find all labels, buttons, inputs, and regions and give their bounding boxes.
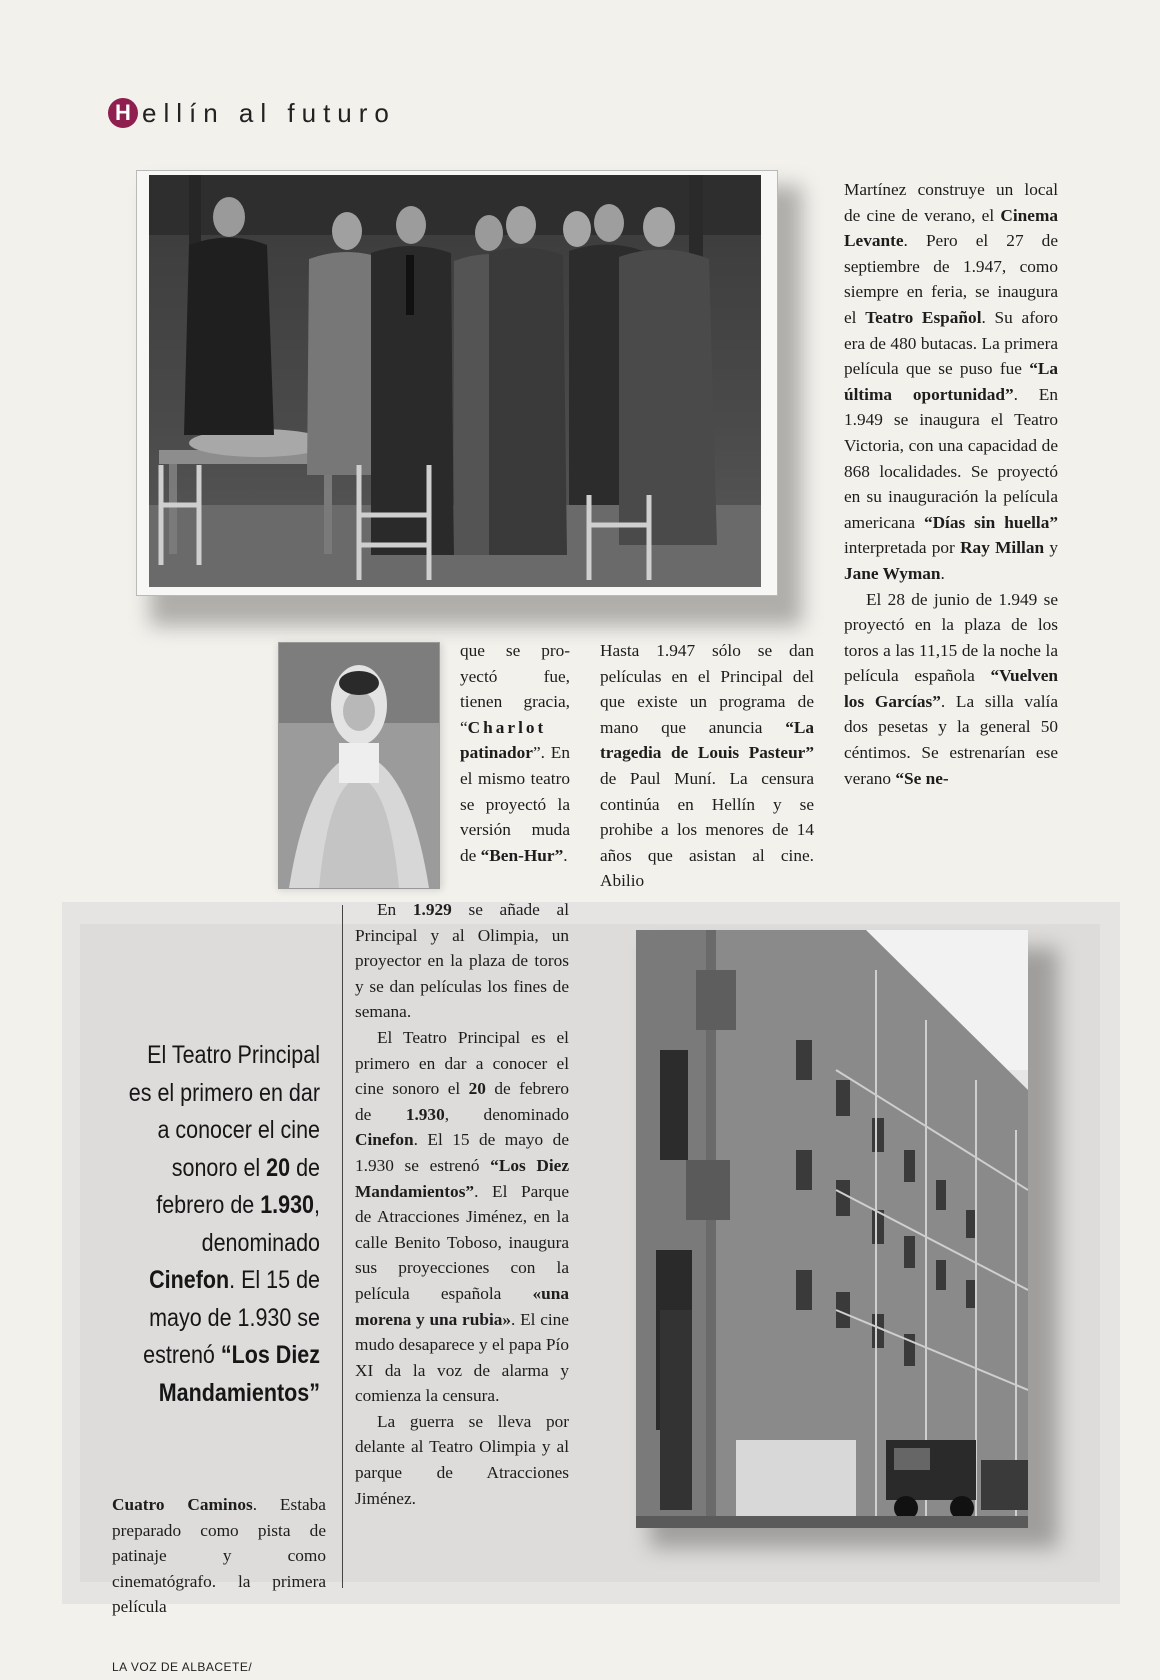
column-1	[112, 1492, 326, 1620]
c2-bold-charlot: Charlot	[467, 717, 547, 737]
c4-bold-cinema-levante: Cinema Levante	[844, 205, 1058, 251]
pull-bold-20: 20	[266, 1153, 291, 1182]
header-logo-letter: H	[108, 98, 138, 128]
c4-bold-teatro-espanol: Teatro Español	[865, 307, 982, 327]
pull-bold-diez: “Los Diez Mandamientos”	[158, 1341, 320, 1407]
c2-bold-1930: 1.930	[405, 1104, 445, 1124]
column-2-top	[460, 638, 570, 868]
actress-portrait	[278, 642, 440, 889]
c1-text: . Estaba preparado como pista de patinaje y como cinematógrafo. la primera película	[112, 1495, 326, 1617]
header-title: ellín al futuro	[142, 97, 396, 128]
c4-bold-la-ultima: “La última oportunidad”	[844, 359, 1058, 404]
column-divider	[342, 905, 343, 1588]
c2-bold-20: 20	[468, 1079, 486, 1099]
c2-text-de-febrero: de febrero de	[355, 1079, 569, 1124]
column-3	[600, 638, 814, 894]
page-header	[108, 96, 396, 130]
c4-text-9: . La silla valía dos pesetas y la general 50 céntimos. Se estrenarían ese verano	[844, 691, 1059, 788]
c4-bold-jane-wyman: Jane Wyman	[844, 563, 941, 583]
group-photo	[136, 170, 778, 596]
c2-text-anade: se añade al Principal y al Olimpia, un proyector en la plaza de toros y se dan películas los fines de semana.	[355, 900, 569, 1022]
c2-bold-una-morena: «una morena y una rubia»	[355, 1283, 569, 1329]
c2-line-2: yectó fue,	[460, 666, 570, 686]
theatre-building-image	[636, 930, 1028, 1528]
pull-bold-1930: 1.930	[260, 1191, 315, 1219]
c2-text-cine-mudo: . El cine mudo desaparece y el papa Pío XI da la voz de alarma y comienza la censura.	[355, 1309, 569, 1406]
c2-text-parque: . El Parque de Atracciones Jiménez, en la calle Benito Toboso, inaugura sus proyecciones con la película española	[355, 1181, 569, 1303]
c3-bold-la-tragedia: “La tragedia de Louis Pasteur”	[600, 717, 814, 763]
c4-text-8: El 28 de junio de 1.949 se proyectó en la plaza de los toros a las 11,15 de la noche la película española	[844, 589, 1058, 686]
c2-bold-1929: 1.929	[412, 900, 452, 919]
c4-text-1: Martínez construye un local de cine de verano, el	[844, 180, 1058, 225]
c2-line-1: que se pro-	[460, 641, 570, 660]
c2-quote-open: “	[460, 717, 468, 737]
group-photo-image	[149, 175, 761, 587]
c2-bold-ben-hur: “Ben-Hur”	[480, 845, 564, 865]
c2-text-guerra: La guerra se lleva por delante al Teatro Olimpia y al parque de Atracciones Jiménez.	[355, 1411, 569, 1508]
c4-text-5: interpretada por	[844, 538, 961, 558]
column-4	[844, 177, 1058, 791]
c1-bold-cuatro-caminos: Cuatro Caminos	[112, 1495, 253, 1514]
c3-text-1: Hasta 1.947 sólo se dan películas en el Principal del que existe un programa de mano que anuncia	[600, 641, 814, 737]
c2-text-mismo: ”. En el mismo teatro se proyectó la versión muda de	[460, 743, 570, 865]
pull-quote	[127, 1037, 320, 1412]
pull-text-3: , denominado	[201, 1191, 320, 1257]
c4-text-4: . En 1.949 se inaugura el Teatro Victoria, con una capacidad de 868 localidades. Se proyectó en su inauguración la película americana	[844, 384, 1059, 532]
actress-portrait-image	[279, 643, 439, 888]
theatre-building-photo	[636, 930, 1028, 1528]
pull-text-4: . El 15 de mayo de 1.930 se estrenó	[143, 1266, 320, 1369]
c2-line-3: tienen gracia,	[460, 692, 570, 712]
c2-text-principal: El Teatro Principal es el primero en dar a conocer el cine sonoro el	[355, 1027, 569, 1099]
c4-text-7: .	[940, 563, 945, 583]
footer-publication: LA VOZ DE ALBACETE/	[112, 1660, 253, 1674]
c2-text-15-mayo: . El 15 de mayo de 1.930 se estrenó	[355, 1130, 569, 1175]
c4-bold-ray-millan: Ray Millan	[960, 538, 1045, 558]
c2-bold-cinefon: Cinefon	[355, 1130, 414, 1150]
c2-bold-diez-mandamientos: “Los Diez Mandamientos”	[355, 1155, 569, 1201]
c2-dot: .	[563, 845, 568, 865]
c2-text-en: En	[377, 900, 413, 919]
pull-bold-cinefon: Cinefon	[149, 1266, 230, 1294]
c4-text-2: . Pero el 27 de septiembre de 1.947, como siempre en feria, se inaugura el	[844, 231, 1058, 327]
c2-bold-patinador: patinador	[460, 743, 533, 763]
c2-text-denominado: , denominado	[444, 1104, 569, 1124]
c4-text-3: . Su aforo era de 480 butacas. La primera película que se puso fue	[844, 307, 1058, 379]
column-2-bottom	[355, 897, 569, 1511]
c4-bold-dias-sin-huella: “Días sin huella”	[923, 512, 1059, 532]
c3-text-2: de Paul Muní. La censura continúa en Hellín y se prohibe a los menores de 14 años que asistan al cine. Abilio	[600, 768, 814, 891]
c4-bold-se-ne: “Se ne-	[895, 768, 949, 788]
pull-text-2: de febrero de	[156, 1153, 320, 1219]
c4-bold-vuelven: “Vuelven los Garcías”	[844, 666, 1058, 711]
pull-text-1: El Teatro Principal es el primero en dar a conocer el cine sonoro el	[128, 1041, 320, 1182]
c4-text-6: y	[1044, 538, 1058, 558]
